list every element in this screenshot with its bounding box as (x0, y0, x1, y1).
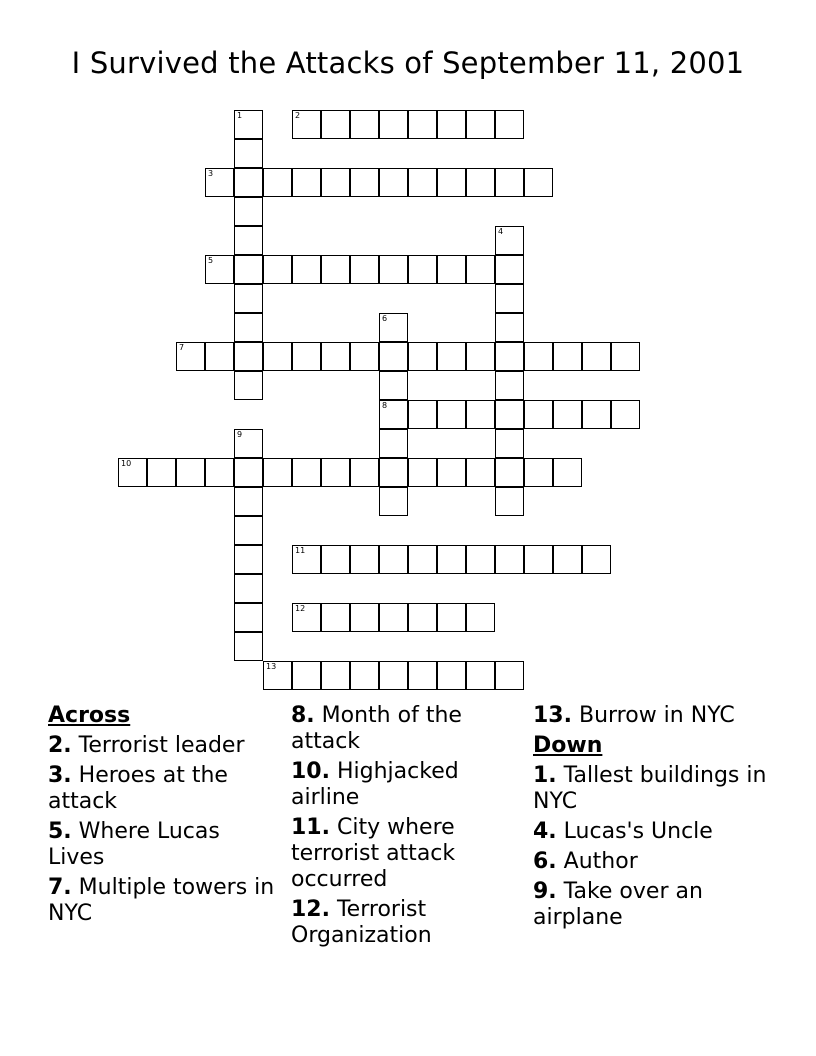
crossword-cell[interactable] (234, 429, 263, 458)
crossword-cell[interactable] (292, 545, 321, 574)
crossword-cell[interactable] (408, 458, 437, 487)
crossword-cell[interactable] (466, 661, 495, 690)
crossword-cell[interactable] (234, 168, 263, 197)
crossword-cell[interactable] (205, 458, 234, 487)
crossword-cell[interactable] (495, 400, 524, 429)
crossword-cell[interactable] (350, 545, 379, 574)
crossword-cell[interactable] (524, 168, 553, 197)
crossword-cell[interactable] (176, 458, 205, 487)
crossword-cell[interactable] (466, 400, 495, 429)
crossword-cell[interactable] (234, 284, 263, 313)
crossword-cell[interactable] (292, 110, 321, 139)
page-title: I Survived the Attacks of September 11, 2001 (71, 46, 745, 80)
crossword-cell[interactable] (234, 516, 263, 545)
crossword-cell[interactable] (379, 313, 408, 342)
crossword-cell[interactable] (292, 168, 321, 197)
crossword-cell[interactable] (466, 255, 495, 284)
clue-across-13: 13. Burrow in NYC (533, 703, 735, 728)
crossword-cell[interactable] (379, 487, 408, 516)
crossword-cell[interactable] (437, 458, 466, 487)
crossword-cell[interactable] (350, 661, 379, 690)
cell-number: 2 (295, 111, 301, 120)
clue-across-12: 12. Terrorist Organization (291, 897, 432, 948)
crossword-cell[interactable] (553, 458, 582, 487)
crossword-cell[interactable] (437, 400, 466, 429)
crossword-cell[interactable] (234, 110, 263, 139)
crossword-cell[interactable] (350, 110, 379, 139)
crossword-cell[interactable] (524, 400, 553, 429)
crossword-cell[interactable] (495, 313, 524, 342)
crossword-cell[interactable] (379, 110, 408, 139)
crossword-cell[interactable] (147, 458, 176, 487)
crossword-cell[interactable] (582, 400, 611, 429)
crossword-cell[interactable] (466, 603, 495, 632)
crossword-cell[interactable] (495, 545, 524, 574)
crossword-cell[interactable] (495, 110, 524, 139)
crossword-cell[interactable] (437, 168, 466, 197)
crossword-cell[interactable] (205, 342, 234, 371)
crossword-cell[interactable] (234, 313, 263, 342)
crossword-cell[interactable] (408, 400, 437, 429)
crossword-cell[interactable] (495, 226, 524, 255)
crossword-cell[interactable] (379, 458, 408, 487)
crossword-cell[interactable] (495, 168, 524, 197)
crossword-cell[interactable] (321, 110, 350, 139)
crossword-cell[interactable] (350, 458, 379, 487)
crossword-cell[interactable] (321, 458, 350, 487)
down-heading: Down (533, 733, 603, 758)
cell-number: 5 (208, 256, 214, 265)
crossword-cell[interactable] (524, 458, 553, 487)
crossword-cell[interactable] (263, 255, 292, 284)
crossword-cell[interactable] (553, 342, 582, 371)
crossword-cell[interactable] (495, 342, 524, 371)
crossword-cell[interactable] (379, 255, 408, 284)
crossword-cell[interactable] (234, 226, 263, 255)
crossword-cell[interactable] (379, 429, 408, 458)
crossword-cell[interactable] (495, 371, 524, 400)
clues-column-1 (48, 703, 278, 931)
clues-column-3 (533, 703, 773, 935)
cell-number: 8 (382, 401, 388, 410)
cell-number: 7 (179, 343, 185, 352)
crossword-cell[interactable] (234, 603, 263, 632)
crossword-cell[interactable] (582, 545, 611, 574)
cell-number: 12 (295, 604, 306, 613)
cell-number: 6 (382, 314, 388, 323)
cell-number: 10 (121, 459, 132, 468)
crossword-cell[interactable] (611, 342, 640, 371)
crossword-cell[interactable] (234, 574, 263, 603)
clue-across-10: 10. Highjacked airline (291, 759, 459, 810)
crossword-cell[interactable] (466, 545, 495, 574)
crossword-cell[interactable] (611, 400, 640, 429)
crossword-cell[interactable] (437, 661, 466, 690)
cell-number: 3 (208, 169, 214, 178)
crossword-cell[interactable] (408, 168, 437, 197)
crossword-cell[interactable] (582, 342, 611, 371)
crossword-cell[interactable] (321, 255, 350, 284)
crossword-cell[interactable] (466, 110, 495, 139)
crossword-cell[interactable] (350, 603, 379, 632)
crossword-cell[interactable] (437, 342, 466, 371)
crossword-cell[interactable] (292, 342, 321, 371)
crossword-cell[interactable] (495, 458, 524, 487)
crossword-cell[interactable] (321, 545, 350, 574)
clue-down-4: 4. Lucas's Uncle (533, 819, 713, 844)
crossword-cell[interactable] (495, 429, 524, 458)
crossword-cell[interactable] (437, 545, 466, 574)
crossword-cell[interactable] (263, 342, 292, 371)
crossword-cell[interactable] (292, 458, 321, 487)
crossword-cell[interactable] (379, 400, 408, 429)
crossword-cell[interactable] (524, 342, 553, 371)
crossword-cell[interactable] (553, 545, 582, 574)
crossword-cell[interactable] (205, 168, 234, 197)
crossword-cell[interactable] (234, 371, 263, 400)
cell-number: 13 (266, 662, 277, 671)
clue-down-9: 9. Take over an airplane (533, 879, 703, 930)
crossword-cell[interactable] (379, 603, 408, 632)
crossword-cell[interactable] (408, 342, 437, 371)
crossword-cell[interactable] (321, 603, 350, 632)
clue-across-8: 8. Month of the attack (291, 703, 462, 754)
across-heading: Across (48, 703, 131, 728)
crossword-cell[interactable] (379, 168, 408, 197)
crossword-cell[interactable] (234, 632, 263, 661)
crossword-cell[interactable] (292, 255, 321, 284)
crossword-cell[interactable] (495, 255, 524, 284)
crossword-cell[interactable] (408, 110, 437, 139)
crossword-cell[interactable] (437, 603, 466, 632)
crossword-cell[interactable] (321, 342, 350, 371)
crossword-cell[interactable] (495, 661, 524, 690)
crossword-cell[interactable] (292, 603, 321, 632)
crossword-cell[interactable] (205, 255, 234, 284)
cell-number: 1 (237, 111, 243, 120)
crossword-cell[interactable] (379, 371, 408, 400)
crossword-cell[interactable] (321, 168, 350, 197)
crossword-cell[interactable] (350, 342, 379, 371)
clues-column-2 (291, 703, 521, 953)
crossword-cell[interactable] (379, 661, 408, 690)
cell-number: 4 (498, 227, 504, 236)
crossword-cell[interactable] (408, 661, 437, 690)
crossword-cell[interactable] (234, 139, 263, 168)
crossword-cell[interactable] (263, 168, 292, 197)
crossword-cell[interactable] (350, 255, 379, 284)
crossword-cell[interactable] (466, 342, 495, 371)
clue-down-1: 1. Tallest buildings in NYC (533, 763, 767, 814)
crossword-cell[interactable] (234, 255, 263, 284)
crossword-cell[interactable] (379, 545, 408, 574)
crossword-cell[interactable] (292, 661, 321, 690)
crossword-cell[interactable] (350, 168, 379, 197)
clue-across-11: 11. City where terrorist attack occurred (291, 815, 456, 892)
crossword-cell[interactable] (495, 487, 524, 516)
crossword-cell[interactable] (263, 458, 292, 487)
crossword-cell[interactable] (466, 458, 495, 487)
crossword-cell[interactable] (176, 342, 205, 371)
crossword-cell[interactable] (408, 255, 437, 284)
crossword-cell[interactable] (321, 661, 350, 690)
crossword-cell[interactable] (437, 255, 466, 284)
crossword-cell[interactable] (524, 545, 553, 574)
cell-number: 9 (237, 430, 243, 439)
crossword-cell[interactable] (495, 284, 524, 313)
crossword-cell[interactable] (234, 545, 263, 574)
clue-across-5: 5. Where Lucas Lives (48, 819, 220, 870)
crossword-cell[interactable] (234, 342, 263, 371)
crossword-cell[interactable] (553, 400, 582, 429)
crossword-cell[interactable] (263, 661, 292, 690)
crossword-cell[interactable] (234, 458, 263, 487)
crossword-cell[interactable] (234, 197, 263, 226)
crossword-cell[interactable] (118, 458, 147, 487)
clue-down-6: 6. Author (533, 849, 638, 874)
crossword-cell[interactable] (408, 545, 437, 574)
clue-across-2: 2. Terrorist leader (48, 733, 245, 758)
crossword-cell[interactable] (437, 110, 466, 139)
clue-across-3: 3. Heroes at the attack (48, 763, 228, 814)
crossword-cell[interactable] (408, 603, 437, 632)
clue-across-7: 7. Multiple towers in NYC (48, 875, 275, 926)
crossword-cell[interactable] (466, 168, 495, 197)
cell-number: 11 (295, 546, 306, 555)
crossword-cell[interactable] (234, 487, 263, 516)
crossword-cell[interactable] (379, 342, 408, 371)
